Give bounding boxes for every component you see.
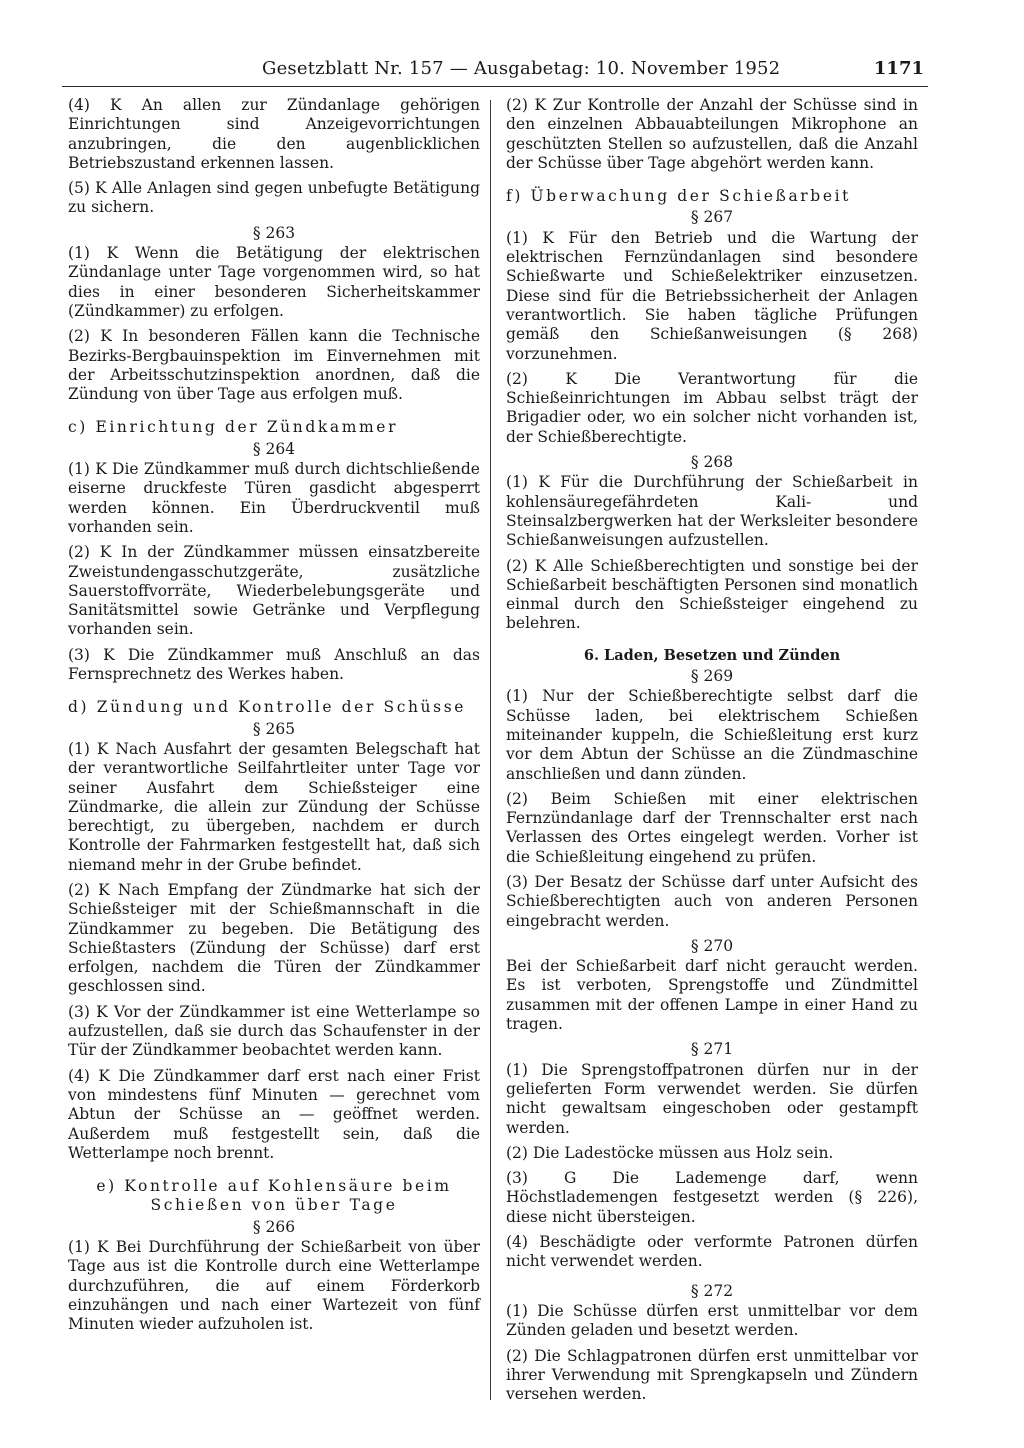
paragraph: Bei der Schießarbeit darf nicht geraucht werden. Es ist verboten, Sprengstoffe und Zündmittel zusammen mit der offenen Lampe in einer Hand zu tragen.	[506, 957, 918, 1034]
section-number: § 271	[690, 1040, 734, 1059]
paragraph: (2) K In besonderen Fällen kann die Technische Bezirks-Bergbauinspektion im Einvernehmen mit der Arbeitsschutzinspektion anordnen, daß die Zündung von über Tage aus erfolgen muß.	[68, 327, 480, 404]
paragraph: (1) K Die Zündkammer muß durch dichtschließende eiserne druckfeste Türen gasdicht abgesperrt werden können. Ein Überdruckventil muß vorhanden sein.	[68, 460, 480, 536]
paragraph: (2) K Alle Schießberechtigten und sonstige bei der Schießarbeit beschäftigten Personen sind monatlich einmal durch den Schießsteiger eingehend zu belehren.	[506, 556, 918, 633]
paragraph: (2) Die Schlagpatronen dürfen erst unmittelbar vor ihrer Verwendung mit Sprengkapseln und Zündern versehen werden.	[506, 1346, 918, 1404]
paragraph: (3) K Vor der Zündkammer ist eine Wetterlampe so aufzustellen, daß sie durch das Schaufenster in der Tür der Zündkammer beobachtet werden kann.	[68, 1002, 480, 1060]
paragraph: (4) Beschädigte oder verformte Patronen dürfen nicht verwendet werden.	[506, 1233, 918, 1271]
section-number: § 267	[690, 208, 734, 227]
column-divider	[490, 100, 491, 1400]
paragraph: (3) K Die Zündkammer muß Anschluß an das Fernsprechnetz des Werkes haben.	[68, 645, 480, 684]
paragraph: (2) K Zur Kontrolle der Anzahl der Schüsse sind in den einzelnen Abbauabteilungen Mikrophone an geschützten Stellen so aufzustellen, daß die Anzahl der Schüsse über Tage abgehört werden kann.	[506, 96, 918, 172]
section-number: § 268	[690, 453, 734, 472]
paragraph: (3) Der Besatz der Schüsse darf unter Aufsicht des Schießberechtigten auch von anderen Personen eingebracht werden.	[506, 872, 918, 930]
paragraph: (1) K Für den Betrieb und die Wartung der elektrischen Fernzündanlagen sind besondere Schießwarte und Schießelektriker einzusetzen. Diese sind für die Betriebssicherheit der Anlagen verantwortlich. Sie haben tägliche Prüfungen gemäß den Schießanweisungen (§ 268) vorzunehmen.	[506, 228, 918, 363]
paragraph: (1) K Für die Durchführung der Schießarbeit in kohlensäuregefährdeten Kali- und Steinsalzbergwerken hat der Werksleiter besondere Schießanweisungen aufzustellen.	[506, 473, 918, 550]
paragraph: (1) K Nach Ausfahrt der gesamten Belegschaft hat der verantwortliche Seilfahrtleiter unter Tage vor seiner Ausfahrt dem Schießsteiger eine Zündmarke, die allein zur Zündung der Schüsse berechtigt, zu übergeben, nachdem er durch Kontrolle der Fahrmarken festgestellt hat, daß sich niemand mehr in der Grube befindet.	[68, 739, 480, 874]
subsection-heading: d) Zündung und Kontrolle der Schüsse	[68, 698, 467, 717]
left-column	[68, 96, 480, 1341]
paragraph: (5) K Alle Anlagen sind gegen unbefugte Betätigung zu sichern.	[68, 179, 480, 217]
paragraph: (2) K Nach Empfang der Zündmarke hat sich der Schießsteiger mit der Schießmannschaft in die Zündkammer zu begeben. Die Betätigung des Schießtasters (Zündung der Schüsse) darf erst erfolgen, nachdem die Türen der Zündkammer geschlossen sind.	[68, 880, 480, 996]
paragraph: (1) Nur der Schießberechtigte selbst darf die Schüsse laden, bei elektrischem Schießen miteinander kuppeln, die Schießleitung erst kurz vor dem Abtun der Schüsse an die Zündmaschine anschließen und dann zünden.	[506, 687, 918, 783]
paragraph: (2) Beim Schießen mit einer elektrischen Fernzündanlage darf der Trennschalter erst nach Verlassen des Ortes eingelegt werden. Vorher ist die Schießleitung eingehend zu prüfen.	[506, 789, 918, 866]
page-number: 1171	[873, 58, 924, 79]
subsection-heading: e) Kontrolle auf Kohlensäure beim	[96, 1177, 452, 1196]
paragraph: (3) G Die Lademenge darf, wenn Höchstlademengen festgesetzt werden (§ 226), diese nicht übersteigen.	[506, 1169, 918, 1226]
section-number: § 266	[252, 1217, 296, 1236]
subsection-heading: f) Überwachung der Schießarbeit	[506, 187, 851, 206]
section-number: § 263	[252, 223, 296, 242]
chapter-heading: 6. Laden, Besetzen und Zünden	[583, 646, 841, 664]
subsection-heading: c) Einrichtung der Zündkammer	[68, 418, 399, 437]
header-title: Gesetzblatt Nr. 157 — Ausgabetag: 10. November 1952	[262, 58, 781, 79]
paragraph: (1) K Bei Durchführung der Schießarbeit von über Tage aus ist die Kontrolle durch eine Wetterlampe durchzuführen, die auf einem Förderkorb einzuhängen und nach einer Wartezeit von fünf Minuten wieder aufzuholen ist.	[68, 1238, 480, 1334]
section-number: § 264	[252, 439, 296, 458]
paragraph: (2) K Die Verantwortung für die Schießeinrichtungen im Abbau selbst trägt der Brigadier oder, wo ein solcher nicht vorhanden ist, der Schießberechtigte.	[506, 369, 918, 446]
section-number: § 269	[690, 667, 734, 686]
paragraph: (1) Die Sprengstoffpatronen dürfen nur in der gelieferten Form verwendet werden. Sie dürfen nicht gewaltsam eingeschoben oder gestampft werden.	[506, 1060, 918, 1137]
section-number: § 272	[690, 1281, 734, 1300]
paragraph: (1) Die Schüsse dürfen erst unmittelbar vor dem Zünden geladen und besetzt werden.	[506, 1301, 918, 1340]
paragraph: (4) K Die Zündkammer darf erst nach einer Frist von mindestens fünf Minuten — gerechnet vom Abtun der Schüsse an — geöffnet werden. Außerdem muß festgestellt sein, daß die Wetterlampe noch brennt.	[68, 1066, 480, 1162]
section-number: § 270	[690, 936, 734, 955]
paragraph: (1) K Wenn die Betätigung der elektrischen Zündanlage unter Tage vorgenommen wird, so hat dies in einer besonderen Sicherheitskammer (Zündkammer) zu erfolgen.	[68, 244, 480, 320]
right-column	[506, 96, 918, 1410]
subsection-heading-line2: Schießen von über Tage	[150, 1196, 398, 1215]
paragraph: (2) Die Ladestöcke müssen aus Holz sein.	[506, 1143, 834, 1162]
paragraph: (2) K In der Zündkammer müssen einsatzbereite Zweistundengasschutzgeräte, zusätzliche Sauerstoffvorräte, Wiederbelebungsgeräte und Sanitätsmittel sowie Getränke und Verpflegung vorhanden sein.	[68, 543, 480, 639]
section-number: § 265	[252, 719, 296, 738]
page-header	[62, 52, 928, 87]
paragraph: (4) K An allen zur Zündanlage gehörigen Einrichtungen sind Anzeigevorrichtungen anzubringen, die den augenblicklichen Betriebszustand erkennen lassen.	[68, 96, 480, 172]
